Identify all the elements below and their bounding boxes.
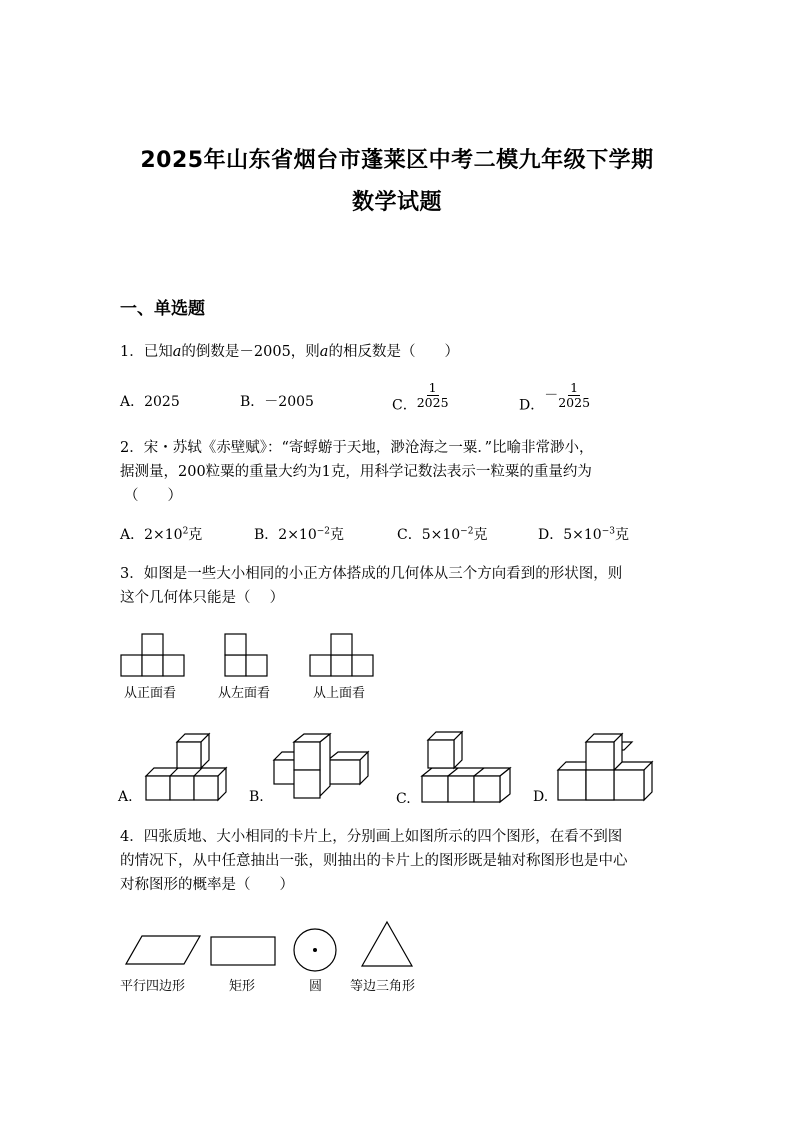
q1-option-a[interactable]: A．2025 bbox=[120, 394, 180, 410]
q3-line2: 这个几何体只能是（ ） bbox=[120, 590, 285, 606]
option-label: B．2×10 bbox=[254, 527, 317, 543]
page-title-line1: 2025年山东省烟台市蓬莱区中考二模九年级下学期 bbox=[140, 148, 654, 173]
q1-stem-part: 1．已知 bbox=[120, 344, 173, 360]
q1-option-d[interactable] bbox=[519, 381, 590, 415]
exponent: −2 bbox=[316, 526, 331, 537]
option-label: D．5×10 bbox=[538, 527, 602, 543]
circle-shape bbox=[293, 928, 339, 974]
q1-option-b[interactable]: B．－2005 bbox=[240, 394, 314, 410]
q2-option-b[interactable] bbox=[254, 524, 344, 544]
section-heading: 一、单选题 bbox=[120, 299, 205, 319]
q1-option-c-label: C． bbox=[392, 397, 417, 414]
q3-option-b-solid[interactable] bbox=[272, 730, 372, 802]
exponent: −3 bbox=[601, 526, 615, 537]
q3-option-c-solid[interactable] bbox=[420, 730, 512, 804]
q1-variable: a bbox=[172, 344, 182, 360]
exponent: 2 bbox=[182, 526, 189, 537]
fraction-denominator: 2025 bbox=[558, 395, 591, 410]
parallelogram-caption: 平行四边形 bbox=[120, 979, 186, 994]
q2-line3: （ ） bbox=[124, 488, 182, 504]
q3-line1: 3．如图是一些大小相同的小正方体搭成的几何体从三个方向看到的形状图，则 bbox=[120, 566, 623, 582]
unit: 克 bbox=[330, 527, 345, 543]
q3-option-a-solid[interactable] bbox=[144, 730, 228, 802]
q2-option-d[interactable] bbox=[538, 524, 629, 544]
q2-line1: 2．宋・苏轼《赤壁赋》：“寄蜉蝣于天地，渺沧海之一粟．”比喻非常渺小， bbox=[120, 440, 594, 456]
q1-stem-part: 的倒数是－2005，则 bbox=[181, 344, 320, 360]
page-title-line2: 数学试题 bbox=[351, 190, 442, 215]
q1-option-d-label: D． bbox=[519, 397, 545, 414]
top-view-caption: 从上面看 bbox=[313, 686, 366, 701]
q1-option-d-sign: － bbox=[544, 387, 559, 404]
q1-option-c[interactable] bbox=[392, 381, 449, 415]
q2-option-a[interactable] bbox=[120, 524, 202, 544]
unit: 克 bbox=[188, 527, 203, 543]
q2-line2: 据测量，200粒粟的重量大约为1克，用科学记数法表示一粒粟的重量约为 bbox=[120, 464, 592, 480]
equilateral-triangle-shape bbox=[360, 920, 414, 968]
q3-option-d-solid[interactable] bbox=[556, 730, 656, 804]
q1-option-c-fraction bbox=[417, 381, 449, 410]
unit: 克 bbox=[473, 527, 488, 543]
q4-line1: 4．四张质地、大小相同的卡片上，分别画上如图所示的四个图形，在看不到图 bbox=[120, 829, 623, 845]
fraction-numerator: 1 bbox=[570, 380, 579, 395]
fraction-numerator: 1 bbox=[428, 380, 437, 395]
top-view-figure bbox=[309, 632, 379, 678]
q2-option-c[interactable] bbox=[397, 524, 487, 544]
triangle-caption: 等边三角形 bbox=[350, 979, 416, 994]
option-label: C．5×10 bbox=[397, 527, 461, 543]
front-view-figure bbox=[120, 632, 190, 678]
q3-option-c-label[interactable]: C. bbox=[396, 791, 411, 807]
rectangle-caption: 矩形 bbox=[229, 979, 256, 994]
q4-line3: 对称图形的概率是（ ） bbox=[120, 877, 294, 893]
left-view-caption: 从左面看 bbox=[218, 686, 271, 701]
front-view-caption: 从正面看 bbox=[124, 686, 177, 701]
option-label: A．2×10 bbox=[120, 527, 183, 543]
q1-option-d-fraction bbox=[558, 381, 590, 410]
q4-line2: 的情况下，从中任意抽出一张，则抽出的卡片上的图形既是轴对称图形也是中心 bbox=[120, 853, 628, 869]
left-view-figure bbox=[224, 632, 274, 678]
rectangle-shape bbox=[210, 936, 278, 966]
q3-option-a-label[interactable]: A. bbox=[118, 789, 133, 805]
q3-option-d-label[interactable]: D. bbox=[533, 789, 549, 805]
q1-stem-part: 的相反数是（ ） bbox=[328, 344, 459, 360]
parallelogram-shape bbox=[126, 934, 202, 966]
exponent: −2 bbox=[460, 526, 474, 537]
fraction-denominator: 2025 bbox=[416, 395, 449, 410]
unit: 克 bbox=[614, 527, 629, 543]
q3-option-b-label[interactable]: B. bbox=[249, 789, 264, 805]
circle-caption: 圆 bbox=[309, 979, 323, 994]
q1-variable: a bbox=[319, 344, 329, 360]
question-1-stem bbox=[120, 340, 459, 364]
